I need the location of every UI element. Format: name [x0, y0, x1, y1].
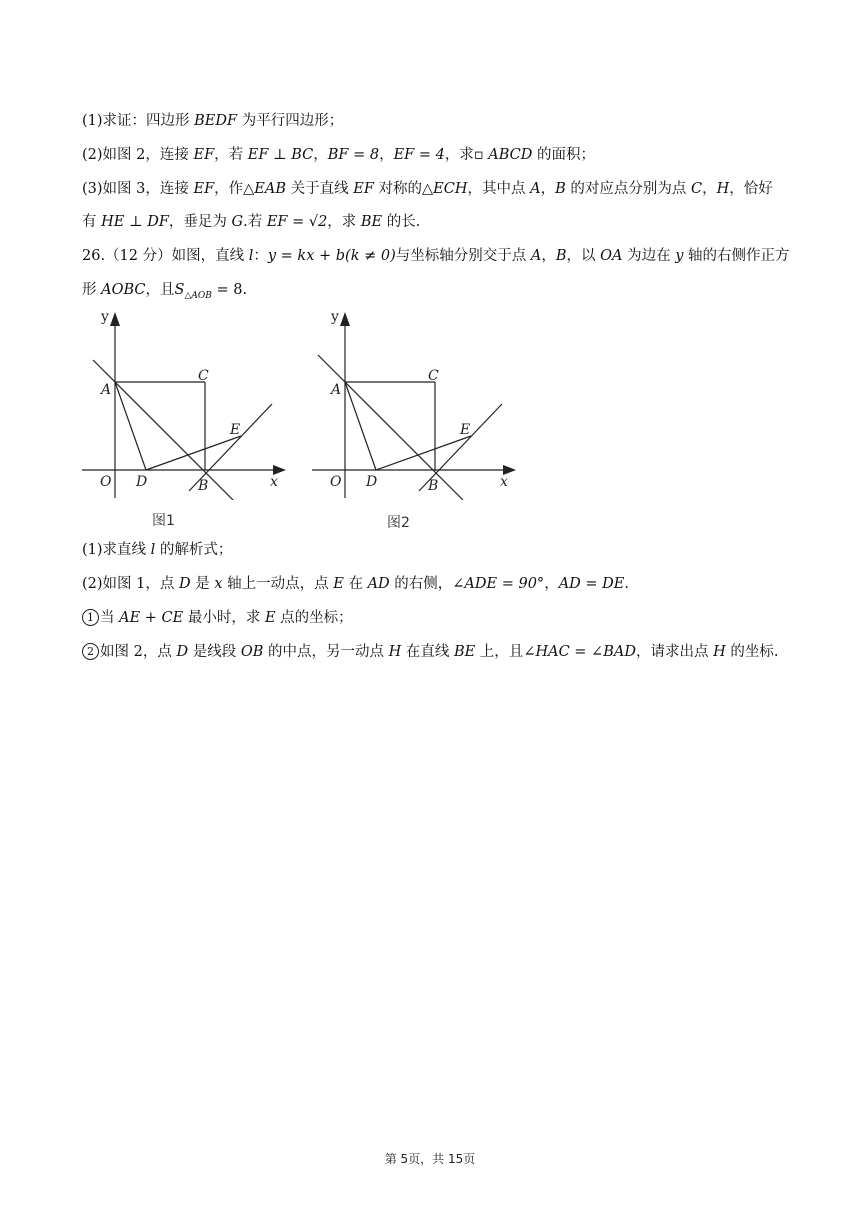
figure-1 [80, 300, 300, 504]
figure-2 [310, 300, 530, 504]
q25-part1: (1)求证：四边形 BEDF 为平行四边形； [82, 113, 344, 129]
label-E: E [460, 422, 471, 438]
q26-stem-line2: 形 AOBC，且$S_{\triangle AOB} = 8$. [82, 282, 248, 301]
q25-part3-line1: (3)如图 3，连接 EF，作△EAB 关于直线 EF 对称的△ECH，其中点 A，B 的对应点分别为点 C，H，恰好 [82, 181, 773, 197]
label-x: x [500, 474, 508, 490]
q26-part2: (2)如图 1，点 D 是 x 轴上一动点，点 E 在 AD 的右侧，∠ADE = 90°，AD = DE. [82, 576, 629, 592]
q26-part2-sub2: 2 如图 2，点 D 是线段 OB 的中点，另一动点 H 在直线 BE 上，且∠HAC = ∠BAD，请求出点 H 的坐标. [82, 642, 778, 662]
figure-1-caption: 图1 [152, 513, 175, 529]
circled-number-1: 1 [82, 609, 99, 626]
segment-AD [345, 382, 376, 470]
page-footer: 第 5页，共 15页 [384, 1152, 476, 1166]
q25-part3-line2: 有 HE ⊥ DF，垂足为 G.若 EF = √2，求 BE 的长. [82, 214, 421, 230]
label-D: D [136, 474, 148, 490]
label-C: C [428, 368, 439, 384]
label-A: A [101, 382, 112, 398]
figure-2-caption: 图2 [387, 515, 410, 531]
q26-part2-sub1: 1 当 AE + CE 最小时，求 E 点的坐标； [82, 608, 353, 628]
y-axis-arrow [110, 312, 120, 326]
label-B: B [428, 478, 439, 494]
q25-part2: (2)如图 2，连接 EF，若 EF ⊥ BC，BF = 8，EF = 4，求▫ ABCD 的面积； [82, 147, 596, 163]
y-axis-arrow [340, 312, 350, 326]
label-y: y [101, 309, 109, 325]
label-A: A [331, 382, 342, 398]
q26-part1: (1)求直线 l 的解析式； [82, 542, 233, 558]
label-B: B [198, 478, 209, 494]
label-O: O [100, 474, 112, 490]
label-y: y [331, 309, 339, 325]
segment-DE [146, 436, 241, 470]
segment-DE [376, 436, 471, 470]
label-C: C [198, 368, 209, 384]
circled-number-2: 2 [82, 643, 99, 660]
label-O: O [330, 474, 342, 490]
label-D: D [366, 474, 378, 490]
segment-AD [115, 382, 146, 470]
label-E: E [230, 422, 241, 438]
q26-stem-line1: 26.（12 分）如图，直线 l：y = kx + b(k ≠ 0)与坐标轴分别交于点 A，B，以 OA 为边在 y 轴的右侧作正方 [82, 248, 790, 264]
label-x: x [270, 474, 278, 490]
